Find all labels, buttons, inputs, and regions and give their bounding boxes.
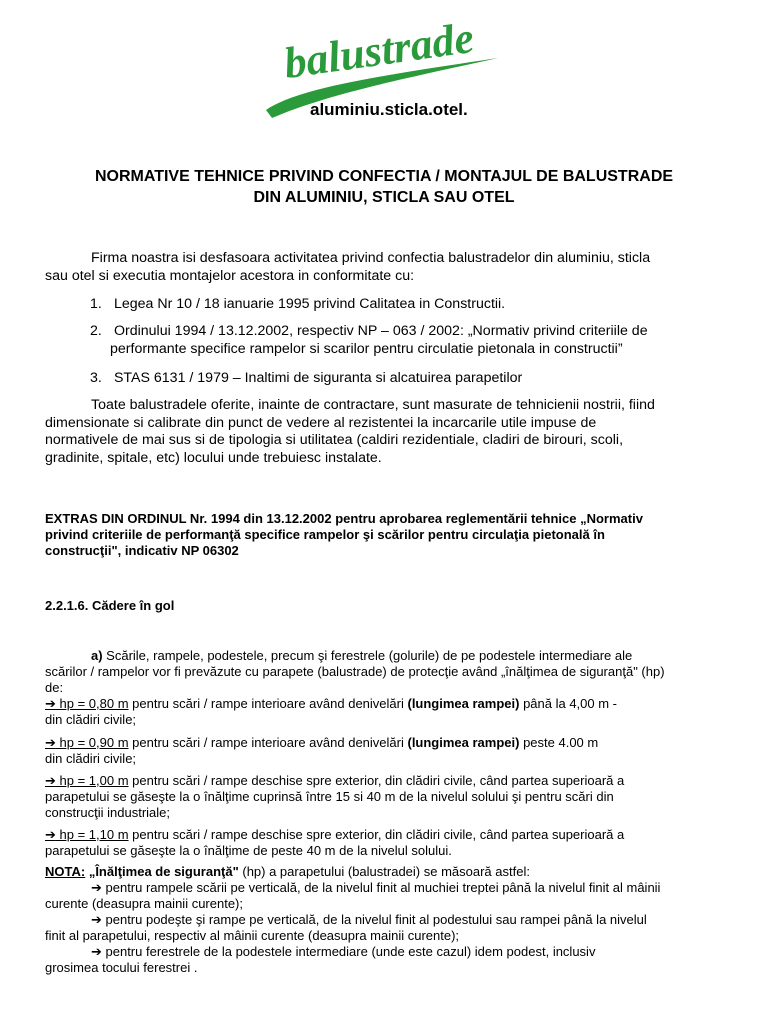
list-text: Ordinului 1994 / 13.12.2002, respectiv NP – 063 / 2002: „Normativ privind criteriile de <box>113 323 648 339</box>
hp-item <box>45 827 755 859</box>
list-text: Legea Nr 10 / 18 ianuarie 1995 privind Calitatea in Constructii. <box>113 296 506 312</box>
section-heading: 2.2.1.6. Cădere în gol <box>45 598 175 613</box>
arrow-icon: ➔ <box>45 735 56 750</box>
nota-bullet-cont: finit al parapetului, respectiv al mâinii curente (deasupra mainii curente); <box>45 928 460 943</box>
para-line: Toate balustradele oferite, inainte de contractare, sunt masurate de tehnicienii nostrii, fiind <box>91 397 655 413</box>
list-number: 3. <box>90 370 102 386</box>
hp-value: hp = 0,90 m <box>55 735 129 750</box>
nota-text: (hp) a parapetului (balustradei) se măsoară astfel: <box>238 864 530 879</box>
paragraph-a <box>45 648 755 696</box>
company-logo <box>258 12 508 128</box>
hp-text: pentru scări / rampe deschise spre exterior, din clădiri civile, când partea superioară a <box>128 773 625 788</box>
title-line-1: NORMATIVE TEHNICE PRIVIND CONFECTIA / MONTAJUL DE BALUSTRADE <box>94 168 674 185</box>
pa-line: scărilor / rampelor vor fi prevăzute cu parapete (balustrade) de protecţie având „înălţimea de siguranţă" (hp) <box>45 664 665 679</box>
body-paragraph <box>45 397 745 467</box>
list-item <box>90 296 730 314</box>
nota-bullet: ➔ pentru rampele scării pe verticală, de la nivelul finit al muchiei treptei până la nivelul finit al mâinii <box>91 880 661 895</box>
para-line: gradinite, spitale, etc) locului unde trebuiesc instalate. <box>45 449 382 466</box>
hp-text-cont: parapetului se găseşte la o înălţime cuprinsă între 15 si 40 m de la nivelul solului şi pentru scări din <box>45 789 614 804</box>
extract-line: privind criteriile de performanţă specifice rampelor şi scărilor pentru circulaţia pietonală în <box>45 527 605 542</box>
list-item <box>90 323 740 358</box>
extract-line: EXTRAS DIN ORDINUL Nr. 1994 din 13.12.2002 pentru aprobarea reglementării tehnice „Normativ <box>45 511 643 526</box>
hp-text: pentru scări / rampe interioare având denivelări <box>128 696 408 711</box>
nota-block <box>45 864 760 976</box>
para-line: normativele de mai sus si de tipologia si utilitatea (caldiri rezidentiale, cladiri de birouri, scoli, <box>45 432 624 449</box>
hp-value: hp = 1,00 m <box>55 773 129 788</box>
hp-item <box>45 735 755 767</box>
page-title <box>40 166 728 208</box>
hp-value: hp = 1,10 m <box>55 827 129 842</box>
intro-line-2: sau otel si executia montajelor acestora in conformitate cu: <box>45 267 415 284</box>
hp-bold: (lungimea rampei) <box>407 735 520 750</box>
pa-line: Scările, rampele, podestele, precum şi ferestrele (golurile) de pe podestele intermediare ale <box>102 648 633 663</box>
intro-line-1: Firma noastra isi desfasoara activitatea privind confectia balustradelor din aluminiu, sticla <box>91 250 651 266</box>
logo-brand: balustrade <box>281 12 477 89</box>
hp-text: pentru scări / rampe interioare având denivelări <box>128 735 408 750</box>
hp-text: pentru scări / rampe deschise spre exterior, din clădiri civile, când partea superioară a <box>128 827 625 842</box>
extract-heading <box>45 511 745 559</box>
list-number: 2. <box>90 323 102 339</box>
title-line-2: DIN ALUMINIU, STICLA SAU OTEL <box>253 189 515 206</box>
list-item <box>90 370 730 388</box>
hp-item <box>45 696 755 728</box>
hp-text: până la 4,00 m - <box>519 696 618 711</box>
nota-label: NOTA: <box>45 864 86 879</box>
hp-text: peste 4.00 m <box>519 735 599 750</box>
arrow-icon: ➔ <box>45 773 56 788</box>
hp-text-cont: construcţii industriale; <box>45 805 170 820</box>
nota-bullet-cont: curente (deasupra mainii curente); <box>45 896 243 911</box>
arrow-icon: ➔ <box>45 696 56 711</box>
list-text-cont: performante specifice rampelor si scarilor pentru circulatie pietonala in constructii” <box>110 340 623 357</box>
pa-line: de: <box>45 680 64 695</box>
intro-paragraph <box>45 250 745 285</box>
hp-bold: (lungimea rampei) <box>407 696 520 711</box>
hp-text-cont: din clădiri civile; <box>45 751 137 766</box>
arrow-icon: ➔ <box>45 827 56 842</box>
paragraph-a-label: a) <box>91 648 103 663</box>
logo-subtitle: aluminiu.sticla.otel. <box>310 100 468 119</box>
hp-text-cont: din clădiri civile; <box>45 712 137 727</box>
hp-value: hp = 0,80 m <box>55 696 129 711</box>
list-text: STAS 6131 / 1979 – Inaltimi de siguranta si alcatuirea parapetilor <box>113 370 523 386</box>
list-number: 1. <box>90 296 102 312</box>
hp-text-cont: parapetului se găseşte la o înălţime de peste 40 m de la nivelul solului. <box>45 843 452 858</box>
nota-bullet-cont: grosimea tocului ferestrei . <box>45 960 198 975</box>
nota-bold: „Înălţimea de siguranţă" <box>85 864 239 879</box>
para-line: dimensionate si calibrate din punct de vedere al rezistentei la incarcarile utile impuse de <box>45 414 597 431</box>
hp-item <box>45 773 755 821</box>
extract-line: construcţii", indicativ NP 06302 <box>45 543 239 558</box>
nota-bullet: ➔ pentru podeşte şi rampe pe verticală, de la nivelul finit al podestului sau rampei până la nivelul <box>91 912 647 927</box>
nota-bullet: ➔ pentru ferestrele de la podestele intermediare (unde este cazul) idem podest, inclusiv <box>91 944 596 959</box>
